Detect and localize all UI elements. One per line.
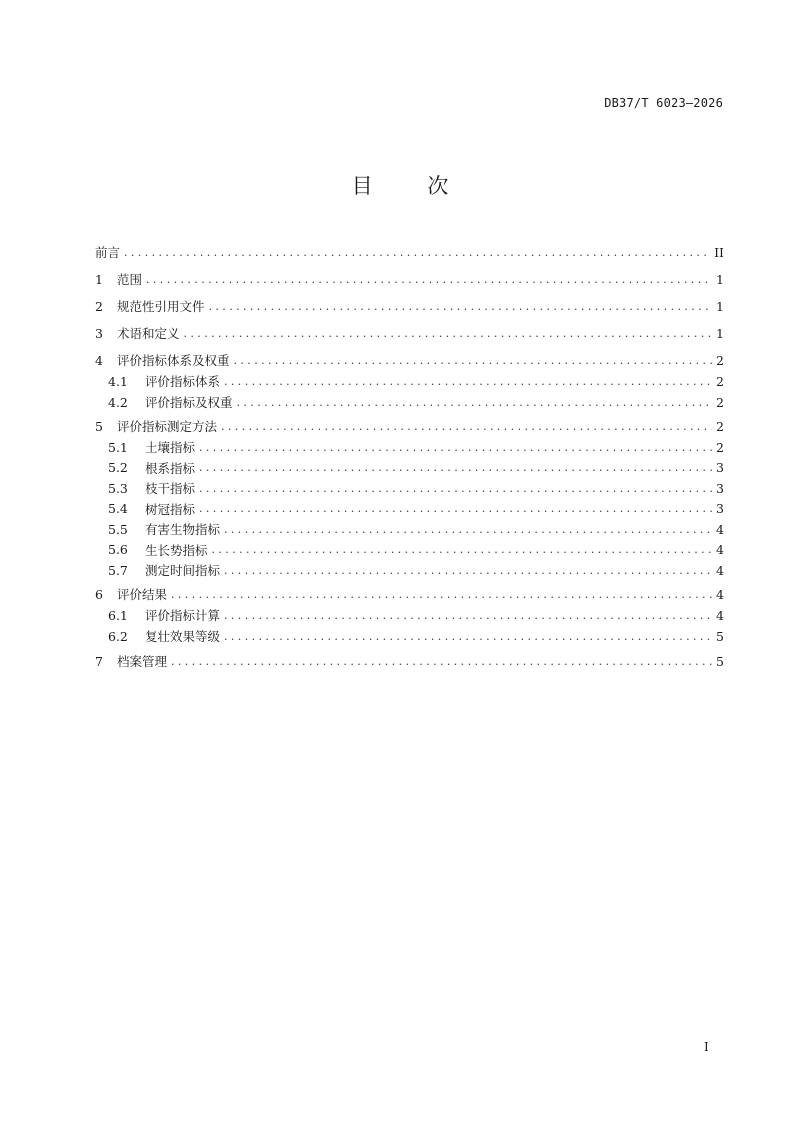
toc-entry-page: II xyxy=(714,244,724,260)
toc-entry-number: 5.6 xyxy=(108,542,128,557)
toc-entry-page: 2 xyxy=(716,439,724,455)
toc-entry-label: 生长势指标 xyxy=(145,542,208,558)
toc-entry-label: 评价指标计算 xyxy=(145,608,221,623)
toc-entry-foreword[interactable] xyxy=(95,242,724,262)
toc-title-char-1: 目 xyxy=(351,174,373,198)
toc-leader-dots xyxy=(234,354,712,367)
toc-entry-page: 3 xyxy=(716,460,724,475)
toc-entry-label: 复壮效果等级 xyxy=(145,629,221,644)
toc-entry-6[interactable] xyxy=(95,584,724,604)
toc-entry-label: 术语和定义 xyxy=(117,326,180,341)
toc-entry-page: 3 xyxy=(716,501,724,516)
toc-entry-5[interactable] xyxy=(95,416,724,436)
toc-entry-number: 1 xyxy=(95,271,103,287)
toc-entry-page: 1 xyxy=(716,325,724,341)
toc-entry-page: 3 xyxy=(716,480,724,496)
toc-entry-page: 5 xyxy=(716,628,724,644)
toc-entry-page: 2 xyxy=(716,373,724,389)
toc-leader-dots xyxy=(171,588,712,601)
toc-entry-4-1[interactable] xyxy=(108,371,724,391)
toc-entry-label: 枝干指标 xyxy=(145,481,196,496)
toc-entry-7[interactable] xyxy=(95,651,724,671)
toc-leader-dots xyxy=(171,655,712,668)
toc-leader-dots xyxy=(124,246,710,259)
toc-leader-dots xyxy=(199,441,712,454)
toc-entry-label: 档案管理 xyxy=(117,654,168,669)
toc-entry-4[interactable] xyxy=(95,350,724,370)
toc-title xyxy=(0,170,800,200)
toc-entry-label: 树冠指标 xyxy=(145,501,196,517)
toc-entry-page: 4 xyxy=(716,562,724,578)
toc-entry-label: 评价指标体系 xyxy=(145,374,221,389)
toc-leader-dots xyxy=(237,396,712,409)
toc-entry-5-4[interactable] xyxy=(108,499,724,519)
toc-leader-dots xyxy=(221,420,712,433)
toc-entry-5-2[interactable] xyxy=(108,458,724,478)
toc-entry-label: 土壤指标 xyxy=(145,440,196,455)
toc-entry-label: 评价指标测定方法 xyxy=(117,419,218,434)
toc-entry-number: 5.2 xyxy=(108,460,128,475)
toc-entry-5-1[interactable] xyxy=(108,437,724,457)
toc-leader-dots xyxy=(146,273,712,286)
toc-entry-label: 评价指标及权重 xyxy=(145,395,233,410)
toc-entry-2[interactable] xyxy=(95,296,724,316)
toc-entry-page: 2 xyxy=(716,394,724,410)
toc-leader-dots xyxy=(224,564,712,577)
toc-entry-page: 4 xyxy=(716,586,724,602)
toc-entry-5-3[interactable] xyxy=(108,478,724,498)
toc-leader-dots xyxy=(199,502,712,515)
toc-entry-page: 1 xyxy=(716,298,724,314)
toc-entry-number: 6 xyxy=(95,586,103,602)
toc-title-char-2: 次 xyxy=(427,174,449,198)
toc-entry-label: 评价指标体系及权重 xyxy=(117,353,230,368)
toc-entry-number: 5.3 xyxy=(108,480,128,496)
toc-leader-dots xyxy=(224,630,712,643)
toc-leader-dots xyxy=(209,300,712,313)
toc-entry-label: 规范性引用文件 xyxy=(117,299,205,314)
toc-leader-dots xyxy=(199,461,712,474)
toc-entry-page: 2 xyxy=(716,352,724,368)
toc-entry-label: 范围 xyxy=(117,272,143,287)
toc-entry-number: 5.4 xyxy=(108,501,128,516)
toc-entry-5-5[interactable] xyxy=(108,519,724,539)
toc-leader-dots xyxy=(212,543,712,556)
document-code: DB37/T 6023—2026 xyxy=(604,96,723,110)
toc-leader-dots xyxy=(224,375,712,388)
toc-entry-number: 2 xyxy=(95,298,103,314)
toc-leader-dots xyxy=(199,482,712,495)
toc-entry-number: 4 xyxy=(95,352,103,368)
toc-entry-page: 5 xyxy=(716,653,724,669)
toc-entry-5-7[interactable] xyxy=(108,560,724,580)
toc-entry-1[interactable] xyxy=(95,269,724,289)
toc-entry-label: 根系指标 xyxy=(145,460,196,476)
toc-entry-number: 4.2 xyxy=(108,394,128,410)
toc-entry-number: 3 xyxy=(95,325,103,341)
toc-entry-number: 6.1 xyxy=(108,607,128,623)
toc-entry-number: 5.1 xyxy=(108,439,128,455)
toc-entry-page: 4 xyxy=(716,542,724,557)
toc-entry-page: 4 xyxy=(716,521,724,537)
toc-entry-label: 有害生物指标 xyxy=(145,522,221,537)
toc-entry-6-1[interactable] xyxy=(108,605,724,625)
toc-entry-number: 5 xyxy=(95,418,103,434)
toc-entry-5-6[interactable] xyxy=(108,540,724,560)
toc-entry-number: 4.1 xyxy=(108,373,128,389)
toc-entry-label: 测定时间指标 xyxy=(145,563,221,578)
toc-entry-number: 5.7 xyxy=(108,562,128,578)
toc-entry-page: 1 xyxy=(716,271,724,287)
toc-entry-3[interactable] xyxy=(95,323,724,343)
toc-leader-dots xyxy=(224,523,712,536)
toc-entry-label: 前言 xyxy=(95,245,121,260)
toc-entry-number: 6.2 xyxy=(108,628,128,644)
toc-entry-number: 5.5 xyxy=(108,521,128,537)
toc-entry-number: 7 xyxy=(95,653,103,669)
toc-leader-dots xyxy=(184,327,712,340)
toc-leader-dots xyxy=(224,609,712,622)
toc-entry-page: 2 xyxy=(716,418,724,434)
toc-entry-4-2[interactable] xyxy=(108,392,724,412)
toc-entry-label: 评价结果 xyxy=(117,587,168,602)
toc-entry-6-2[interactable] xyxy=(108,626,724,646)
toc-entry-page: 4 xyxy=(716,607,724,623)
page-number: I xyxy=(704,1040,709,1054)
